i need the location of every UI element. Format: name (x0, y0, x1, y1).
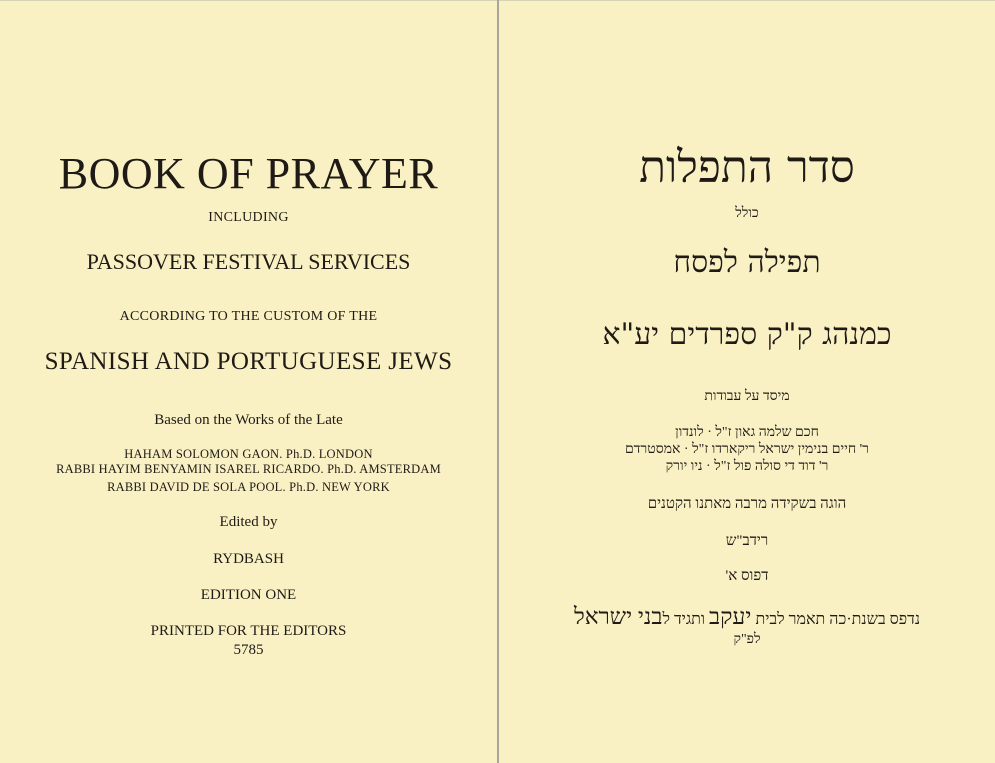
english-editor: RYDBASH (213, 551, 284, 567)
hebrew-subtitle: תפילה לפסח (673, 245, 821, 280)
hebrew-editor: רידב"ש (725, 533, 769, 549)
english-title-page (0, 0, 497, 763)
english-printed-for: PRINTED FOR THE EDITORS (150, 623, 347, 639)
hebrew-imprint (499, 604, 995, 630)
hebrew-author-1: חכם שלמה גאון ז"ל · לונדון (675, 425, 819, 440)
english-title: BOOK OF PRAYER (58, 149, 439, 198)
english-community: SPANISH AND PORTUGUESE JEWS (44, 348, 453, 375)
imprint-part-2: יעקב (709, 604, 752, 629)
english-custom-intro: ACCORDING TO THE CUSTOM OF THE (119, 309, 378, 324)
english-based-on: Based on the Works of the Late (154, 412, 343, 428)
hebrew-custom: כמנהג ק"ק ספרדים יע"א (602, 317, 892, 352)
english-author-1: HAHAM SOLOMON GAON. Ph.D. LONDON (124, 447, 373, 461)
english-author-2: RABBI HAYIM BENYAMIN ISAREL RICARDO. Ph.D. AMSTERDAM (56, 462, 441, 476)
english-edited-by: Edited by (219, 514, 278, 530)
english-author-3: RABBI DAVID DE SOLA POOL. Ph.D. NEW YORK (107, 480, 390, 494)
english-edition: EDITION ONE (200, 587, 297, 603)
hebrew-author-3: ר' דוד די סולה פול ז"ל · ניו יורק (665, 459, 829, 474)
hebrew-including: כולל (735, 206, 759, 221)
hebrew-title: סדר התפלות (639, 142, 855, 193)
english-including: INCLUDING (208, 210, 289, 225)
imprint-part-4: בני ישראל (573, 604, 663, 629)
hebrew-founded-on: מיסד על עבודות (704, 389, 790, 404)
hebrew-imprint-year: לפ"ק (733, 632, 761, 647)
imprint-part-3: ותגיד ל (662, 611, 709, 628)
english-subtitle: PASSOVER FESTIVAL SERVICES (86, 249, 411, 274)
hebrew-title-page (499, 0, 995, 763)
hebrew-author-2: ר' חיים בנימין ישראל ריקארדו ז"ל · אמסטרדם (624, 442, 870, 457)
english-year: 5785 (233, 642, 264, 658)
hebrew-edited: הוגה בשקידה מרבה מאתנו הקטנים (647, 496, 847, 512)
imprint-part-1: נדפס בשנת·כה תאמר לבית (751, 611, 921, 628)
hebrew-edition: דפוס א' (725, 568, 769, 584)
